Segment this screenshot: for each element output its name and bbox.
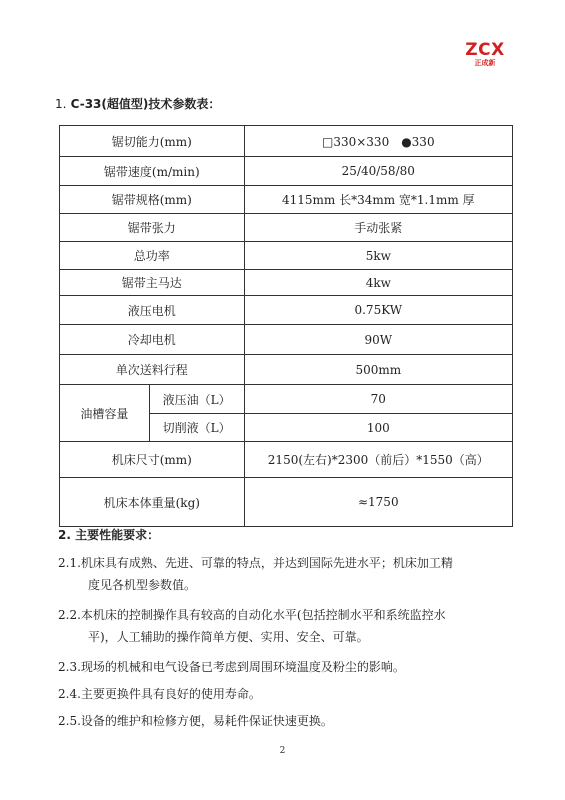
page-number: 2 <box>279 746 286 756</box>
spec-row <box>60 355 513 385</box>
requirement-item <box>58 710 518 732</box>
section-1-number: 1. <box>55 97 67 111</box>
spec-sublabel: 切削液（L） <box>149 414 244 442</box>
spec-row <box>60 126 513 157</box>
requirement-line: 2.4.主要更换件具有良好的使用寿命。 <box>58 687 261 701</box>
spec-value: 70 <box>244 385 512 414</box>
section-2-number: 2. <box>58 528 71 542</box>
spec-row <box>60 325 513 355</box>
spec-label: 锯带张力 <box>60 214 245 242</box>
spec-row <box>60 478 513 527</box>
spec-label: 机床本体重量(kg) <box>60 478 245 527</box>
spec-row <box>60 296 513 325</box>
spec-row <box>60 385 513 414</box>
spec-label: 锯带规格(mm) <box>60 186 245 214</box>
spec-row <box>60 242 513 270</box>
spec-label: 单次送料行程 <box>60 355 245 385</box>
section-1-title: C-33(超值型)技术参数表： <box>70 97 221 111</box>
spec-value: 0.75KW <box>244 296 512 325</box>
requirement-line-continued: 平)，人工辅助的操作简单方便、实用、安全、可靠。 <box>88 630 369 644</box>
requirement-line: 2.1.机床具有成熟、先进、可靠的特点，并达到国际先进水平；机床加工精 <box>58 556 453 570</box>
spec-sublabel: 液压油（L） <box>149 385 244 414</box>
spec-value: 100 <box>244 414 512 442</box>
spec-label: 液压电机 <box>60 296 245 325</box>
requirement-line: 2.5.设备的维护和检修方便，易耗件保证快速更换。 <box>58 714 333 728</box>
spec-row <box>60 442 513 478</box>
spec-value: 90W <box>244 325 512 355</box>
company-logo <box>460 42 510 68</box>
section-2-title: 主要性能要求： <box>75 528 160 542</box>
spec-table <box>59 125 513 527</box>
spec-label: 机床尺寸(mm) <box>60 442 245 478</box>
spec-row <box>60 157 513 186</box>
oil-tank-label: 油槽容量 <box>60 385 150 442</box>
spec-value: 4kw <box>244 270 512 296</box>
logo-subtitle: 正成新 <box>474 59 496 67</box>
requirement-item <box>58 552 518 596</box>
requirement-line: 2.2.本机床的控制操作具有较高的自动化水平(包括控制水平和系统监控水 <box>58 608 446 622</box>
spec-value: ≈1750 <box>244 478 512 527</box>
spec-row <box>60 186 513 214</box>
spec-value: 25/40/58/80 <box>244 157 512 186</box>
requirement-item <box>58 683 518 705</box>
spec-value: 手动张紧 <box>244 214 512 242</box>
requirement-item <box>58 604 518 648</box>
spec-row <box>60 270 513 296</box>
spec-value: □330×330 ●330 <box>244 126 512 157</box>
spec-value: 5kw <box>244 242 512 270</box>
requirement-item <box>58 656 518 678</box>
spec-label: 锯带主马达 <box>60 270 245 296</box>
logo-mark: ZCX <box>465 40 505 60</box>
spec-value: 2150(左右)*2300（前后）*1550（高） <box>244 442 512 478</box>
spec-label: 冷却电机 <box>60 325 245 355</box>
spec-value: 4115mm 长*34mm 宽*1.1mm 厚 <box>244 186 512 214</box>
requirement-line-continued: 度见各机型参数值。 <box>88 578 197 592</box>
spec-label: 总功率 <box>60 242 245 270</box>
spec-label: 锯切能力(mm) <box>60 126 245 157</box>
section-1-heading <box>55 95 220 112</box>
spec-row <box>60 214 513 242</box>
section-2-heading <box>58 526 159 543</box>
spec-value: 500mm <box>244 355 512 385</box>
spec-label: 锯带速度(m/min) <box>60 157 245 186</box>
requirement-line: 2.3.现场的机械和电气设备已考虑到周围环境温度及粉尘的影响。 <box>58 660 405 674</box>
